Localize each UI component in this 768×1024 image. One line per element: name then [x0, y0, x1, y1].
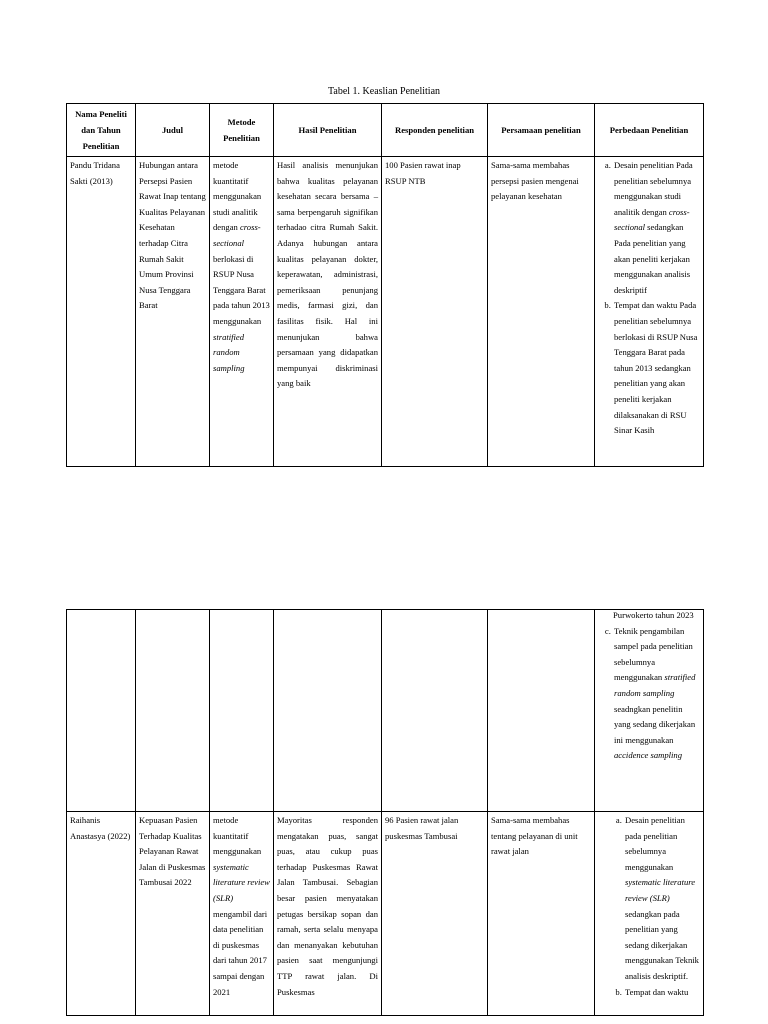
table-header-row: [67, 104, 704, 157]
cell-judul: [136, 610, 210, 812]
list-item: [624, 985, 700, 1001]
perbedaan-text: Desain penelitian Pada penelitian sebelumnya menggunakan studi analitik dengan: [614, 160, 693, 217]
perbedaan-italic: cross-sectional: [614, 206, 690, 233]
perbedaan-list: [598, 624, 700, 764]
cell-metode: [210, 157, 274, 467]
header-judul: Judul: [136, 104, 210, 157]
cell-nama: Pandu Tridana Sakti (2013): [67, 157, 136, 467]
table-row: [67, 812, 704, 1016]
originality-table: [66, 103, 704, 467]
table-caption: Tabel 1. Keaslian Penelitian: [327, 86, 441, 97]
cell-perbedaan: [595, 157, 704, 467]
perbedaan-text: Tempat dan waktu Pada penelitian sebelumnya berlokasi di RSUP Nusa Tenggara Barat pada tahun 2013 sedangkan penelitian yang akan peneliti kerjakan dilaksanakan di RSU Sinar Kasih: [614, 300, 698, 436]
perbedaan-continued: Purwokerto tahun 2023: [613, 610, 694, 620]
header-responden: Responden penelitian: [382, 104, 488, 157]
metode-italic: systematic literature review (SLR): [213, 861, 270, 903]
cell-hasil: Hasil analisis menunjukan bahwa kualitas pelayanan kesehatan secara bersama – sama berpengaruh signifikan terhadao citra Rumah Sakit. Adanya hubungan antara kualitas pelayanan dokter, keperawatan, administrasi, pemeriksaan penunjang medis, farmasi gizi, dan fasilitas fisik. Hal ini menunjukan bahwa persamaan yang didapatkan mempunyai diskriminasi yang baik: [274, 157, 382, 467]
cell-hasil: Mayoritas responden mengatakan puas, sangat puas, atau cukup puas terhadap Puskesmas Rawat Jalan Tambusai. Sebagian besar pasien menyatakan petugas bersikap sopan dan ramah, serta selalu menyapa dan menanyakan kebutuhan pasien saat mengunjungi TTP rawat jalan. Di Puskesmas: [274, 812, 382, 1016]
cell-judul: Kepuasan Pasien Terhadap Kualitas Pelayanan Rawat Jalan di Puskesmas Tambusai 2022: [136, 812, 210, 1016]
cell-responden: 100 Pasien rawat inap RSUP NTB: [382, 157, 488, 467]
list-item: [613, 624, 700, 764]
perbedaan-text: Teknik pengambilan sampel pada penelitian sebelumnya menggunakan: [614, 625, 693, 683]
metode-text: berlokasi di RSUP Nusa Tenggara Barat pada tahun 2013 menggunakan: [213, 253, 270, 326]
header-hasil: Hasil Penelitian: [274, 104, 382, 157]
metode-italic: cross-sectional: [213, 222, 261, 248]
list-item: [613, 158, 700, 298]
cell-responden: 96 Pasien rawat jalan puskesmas Tambusai: [382, 812, 488, 1016]
header-perbedaan: Perbedaan Penelitian: [595, 104, 704, 157]
cell-nama: [67, 610, 136, 812]
cell-hasil: [274, 610, 382, 812]
perbedaan-italic: accidence sampling: [614, 750, 683, 761]
cell-persamaan: [488, 610, 595, 812]
perbedaan-italic: stratified random sampling: [614, 672, 696, 698]
perbedaan-list: [598, 813, 700, 1000]
header-persamaan: Persamaan penelitian: [488, 104, 595, 157]
list-item: [624, 813, 700, 985]
perbedaan-text: Desain penelitian pada penelitian sebelumnya menggunakan: [625, 815, 685, 872]
cell-responden: [382, 610, 488, 812]
metode-text: mengambil dari data penelitian di puskesmas dari tahun 2017 sampai dengan 2021: [213, 908, 268, 997]
table-row: [67, 610, 704, 812]
metode-italic: stratified random sampling: [213, 331, 245, 373]
header-metode: Metode Penelitian: [210, 104, 274, 157]
list-item: [613, 298, 700, 438]
perbedaan-text: Tempat dan waktu: [625, 986, 689, 997]
cell-persamaan: Sama-sama membahas tentang pelayanan di unit rawat jalan: [488, 812, 595, 1016]
cell-metode: [210, 812, 274, 1016]
perbedaan-text: sedangkan Pada penelitian yang akan peneliti kerjakan menggunakan analisis deskriptif: [614, 222, 691, 295]
cell-perbedaan: [595, 812, 704, 1016]
cell-metode: [210, 610, 274, 812]
perbedaan-text: seadngkan penelitin yang sedang dikerjakan ini menggunakan: [614, 703, 696, 745]
perbedaan-text: sedangkan pada penelitian yang sedang dikerjakan menggunakan Teknik analisis deskriptif.: [625, 908, 699, 981]
cell-nama: Raihanis Anastasya (2022): [67, 812, 136, 1016]
metode-text: metode kuantitatif menggunakan: [213, 815, 262, 857]
perbedaan-list: [598, 158, 700, 439]
cell-persamaan: Sama-sama membahas persepsi pasien mengenai pelayanan kesehatan: [488, 157, 595, 467]
table-row: [67, 157, 704, 467]
perbedaan-italic: systematic literature review (SLR): [625, 877, 696, 903]
metode-text: metode kuantitatif menggunakan studi analitik dengan: [213, 160, 262, 233]
header-nama: Nama Peneliti dan Tahun Penelitian: [67, 104, 136, 157]
originality-table-continued: [66, 609, 704, 1016]
cell-perbedaan: [595, 610, 704, 812]
cell-judul: Hubungan antara Persepsi Pasien Rawat Inap tentang Kualitas Pelayanan Kesehatan terhadap Citra Rumah Sakit Umum Provinsi Nusa Tenggara Barat: [136, 157, 210, 467]
